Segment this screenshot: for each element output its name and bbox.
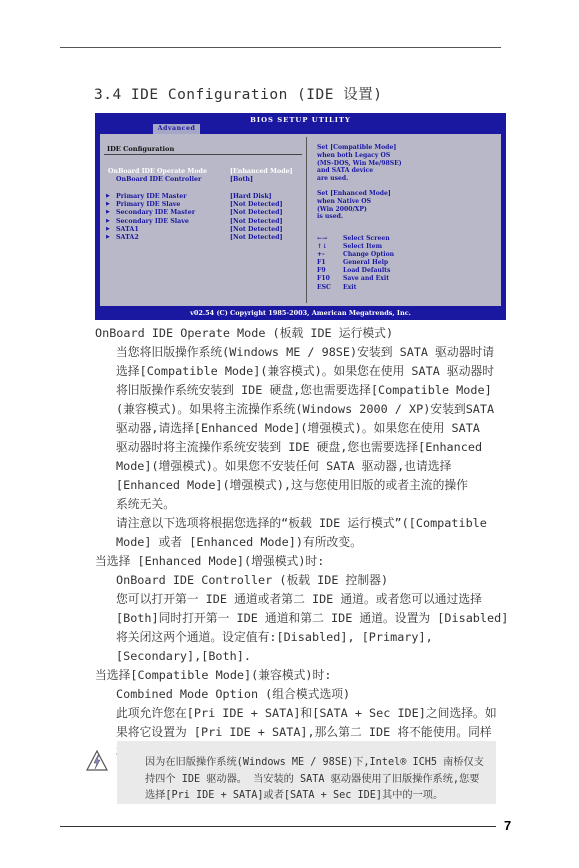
bios-option-label: OnBoard IDE Controller bbox=[116, 176, 202, 183]
bios-divider bbox=[306, 137, 307, 303]
bios-footer: v02.54 (C) Copyright 1985-2003, American Megatrends, Inc. bbox=[190, 309, 411, 317]
body-text-line: 此项允许您在[Pri IDE + SATA]和[SATA + Sec IDE]之间选择。如 bbox=[116, 706, 497, 720]
body-text-line: 系统无关。 bbox=[116, 497, 175, 511]
submenu-arrow-icon: ▶ bbox=[106, 217, 110, 224]
top-rule bbox=[60, 47, 501, 48]
key-name: F9 bbox=[317, 267, 326, 275]
body-text-line: Mode] 或者 [Enhanced Mode])有所改变。 bbox=[116, 535, 362, 549]
key-desc: Change Option bbox=[343, 251, 395, 259]
key-row bbox=[317, 243, 394, 251]
bios-device-label: Primary IDE Slave bbox=[116, 201, 181, 209]
note-text-line: 因为在旧版操作系统(Windows ME / 98SE)下,Intel® ICH5 南桥仅支 bbox=[145, 757, 484, 768]
bios-option-value: [Enhanced Mode] bbox=[230, 168, 293, 175]
bios-device-value: [Not Detected] bbox=[230, 209, 283, 217]
submenu-arrow-icon: ▶ bbox=[106, 209, 110, 216]
key-row bbox=[317, 275, 394, 283]
key-desc: Save and Exit bbox=[343, 275, 390, 283]
body-text-line: [Both]同时打开第一 IDE 通道和第二 IDE 通道。设置为 [Disabled] bbox=[116, 611, 509, 625]
bios-device-label: Secondary IDE Master bbox=[116, 209, 196, 217]
body-text-line: [Enhanced Mode](增强模式),这与您使用旧版的或者主流的操作 bbox=[116, 478, 468, 492]
bios-help-enhanced bbox=[317, 190, 391, 221]
key-desc: Exit bbox=[343, 283, 357, 291]
help-line: when Native OS bbox=[317, 197, 372, 205]
key-desc: Load Defaults bbox=[343, 267, 391, 275]
bios-key-legend bbox=[317, 235, 394, 292]
body-text-line: 驱动器时将主流操作系统安装到 IDE 硬盘,您也需要选择[Enhanced bbox=[116, 440, 483, 454]
key-desc: Select Screen bbox=[343, 235, 390, 242]
key-desc: Select Item bbox=[343, 243, 383, 251]
body-heading-line: 当选择 [Enhanced Mode](增强模式)时: bbox=[95, 554, 325, 568]
body-heading-line: 当选择[Compatible Mode](兼容模式)时: bbox=[95, 668, 332, 682]
body-text-line: Mode](增强模式)。如果您不安装任何 SATA 驱动器,也请选择 bbox=[116, 459, 452, 473]
help-line: when both Legacy OS bbox=[317, 151, 391, 159]
section-title: 3.4 IDE Configuration (IDE 设置) bbox=[94, 87, 383, 103]
body-text-line: 果将它设置为 [Pri IDE + SATA],那么第二 IDE 将不能使用。同样 bbox=[116, 725, 492, 739]
key-row bbox=[317, 235, 394, 243]
page-number: 7 bbox=[504, 818, 512, 833]
help-line: Set [Enhanced Mode] bbox=[317, 190, 391, 197]
bios-screenshot bbox=[95, 113, 506, 320]
key-row bbox=[317, 251, 394, 259]
bottom-rule bbox=[60, 826, 496, 827]
bios-device-value: [Not Detected] bbox=[230, 234, 283, 241]
key-name: ESC bbox=[317, 283, 331, 291]
key-name: F1 bbox=[317, 259, 326, 267]
body-text-line: 请注意以下选项将根据您选择的“板载 IDE 运行模式”([Compatible bbox=[116, 516, 487, 530]
body-text-line: 将旧版操作系统安装到 IDE 硬盘,您也需要选择[Compatible Mode] bbox=[116, 383, 492, 397]
bios-option-label: OnBoard IDE Operate Mode bbox=[108, 168, 207, 175]
bios-device-label: Secondary IDE Slave bbox=[116, 217, 189, 225]
key-name: +- bbox=[317, 251, 325, 259]
body-text-line: 当您将旧版操作系统(Windows ME / 98SE)安装到 SATA 驱动器时请 bbox=[116, 345, 495, 359]
body-text-line: 您可以打开第一 IDE 通道或者第二 IDE 通道。或者您可以通过选择 bbox=[116, 592, 482, 606]
help-line: and SATA device bbox=[317, 167, 374, 175]
body-text-line: OnBoard IDE Controller (板载 IDE 控制器) bbox=[116, 573, 389, 587]
bios-title: BIOS SETUP UTILITY bbox=[250, 116, 351, 124]
help-line: (MS-DOS, Win Me/98SE) bbox=[317, 159, 402, 167]
bios-device-value: [Not Detected] bbox=[230, 217, 283, 225]
help-line: is used. bbox=[317, 213, 343, 221]
body-text-line: 选择[Compatible Mode](兼容模式)。如果您在使用 SATA 驱动器时 bbox=[116, 364, 495, 378]
bios-tab-advanced[interactable]: Advanced bbox=[153, 124, 200, 134]
bios-help-compatible bbox=[317, 144, 402, 183]
body-text-line: 驱动器,请选择[Enhanced Mode](增强模式)。如果您在使用 SATA bbox=[116, 421, 480, 435]
submenu-arrow-icon: ▶ bbox=[106, 201, 110, 208]
note-text-line: 选择[Pri IDE + SATA]或者[SATA + Sec IDE]其中的一项。 bbox=[145, 790, 444, 801]
key-row bbox=[317, 267, 394, 275]
bios-device-label: SATA2 bbox=[116, 234, 139, 241]
key-name: ←→ bbox=[317, 235, 328, 242]
bios-device-label: SATA1 bbox=[116, 225, 139, 233]
bios-heading: IDE Configuration bbox=[107, 145, 175, 153]
key-name: ↑↓ bbox=[317, 243, 328, 251]
bios-device-value: [Not Detected] bbox=[230, 201, 283, 209]
body-text-line: 将关闭这两个通道。设定值有:[Disabled], [Primary], bbox=[116, 630, 433, 644]
bios-device-value: [Not Detected] bbox=[230, 225, 283, 233]
key-name: F10 bbox=[317, 275, 330, 283]
bios-heading-rule bbox=[104, 154, 302, 155]
body-text-line: [Secondary],[Both]. bbox=[116, 649, 251, 663]
submenu-arrow-icon: ▶ bbox=[106, 225, 110, 232]
bios-device-value: [Hard Disk] bbox=[230, 193, 272, 200]
help-line: (Win 2000/XP) bbox=[317, 205, 367, 213]
body-text-line: Combined Mode Option (组合模式选项) bbox=[116, 687, 351, 701]
bios-option-value: [Both] bbox=[230, 176, 253, 183]
help-line: Set [Compatible Mode] bbox=[317, 144, 397, 151]
bios-device-label: Primary IDE Master bbox=[116, 193, 187, 200]
body-heading-line: OnBoard IDE Operate Mode (板载 IDE 运行模式) bbox=[95, 326, 394, 340]
lightning-warning-icon bbox=[86, 750, 108, 772]
key-desc: General Help bbox=[343, 259, 389, 267]
key-row bbox=[317, 259, 394, 267]
note-text-line: 持四个 IDE 驱动器。 当安装的 SATA 驱动器使用了旧版操作系统,您要 bbox=[145, 774, 480, 785]
help-line: are used. bbox=[317, 175, 349, 183]
key-row bbox=[317, 284, 394, 292]
body-text-line: (兼容模式)。如果将主流操作系统(Windows 2000 / XP)安装到SATA bbox=[116, 402, 495, 416]
submenu-arrow-icon: ▶ bbox=[106, 193, 110, 199]
submenu-arrow-icon: ▶ bbox=[106, 234, 110, 240]
